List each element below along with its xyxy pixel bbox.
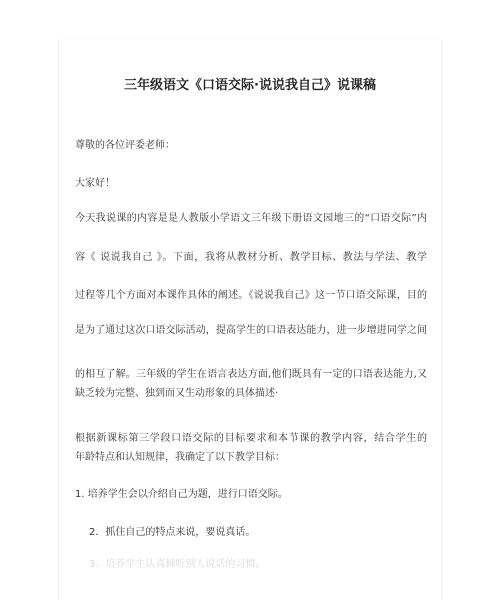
goal-1: 1. 培养学生会以介绍自己为题，进行口语交际。 — [75, 489, 288, 500]
paragraph1-line-2: 容《 说说我自己 》。下面，我将从教材分析、教学目标、教法与学法、教学 — [75, 252, 427, 263]
greeting: 大家好！ — [75, 178, 115, 189]
goal-2: 2．抓住自己的特点来说，要说真话。 — [89, 527, 256, 538]
paragraph1-line-5: 的相互了解。三年级的学生在语言表达方面,他们既具有一定的口语表达能力,又 — [75, 369, 427, 380]
document-page — [58, 40, 442, 600]
paragraph1-line-1: 今天我说课的内容是是人教版小学语文三年级下册语文园地三的“口语交际”内 — [75, 213, 427, 224]
document-title: 三年级语文《口语交际·说说我自己》说课稿 — [124, 78, 376, 93]
salutation: 尊敬的各位评委老师： — [75, 140, 175, 151]
paragraph2-line-1: 根据新课标第三学段口语交际的目标要求和本节课的教学内容，结合学生的 — [75, 433, 427, 444]
paragraph1-line-3: 过程等几个方面对本课作具体的阐述。《说说我自己》这一节口语交际课，目的 — [75, 290, 427, 301]
paragraph2-line-2: 年龄特点和认知规律，我确定了以下教学目标： — [75, 452, 285, 463]
paragraph1-line-4: 是为了通过这次口语交际活动，提高学生的口语表达能力，进一步增进同学之间 — [75, 325, 427, 336]
goal-3: 3．培养学生认真倾听别人说话的习惯。 — [89, 559, 266, 570]
paragraph1-line-6: 缺乏较为完整、独到而又生动形象的具体描述· — [75, 388, 279, 399]
